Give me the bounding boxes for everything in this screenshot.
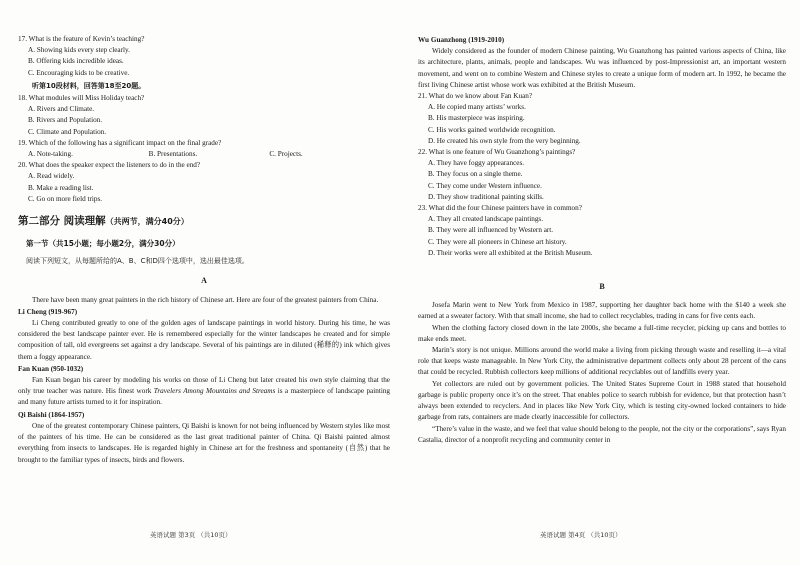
- painter-paragraph: Widely considered as the founder of modern Chinese painting, Wu Guanzhong has painted various aspects of China, like its architecture, plants, animals, people and landscapes. Wu was influenced by post-Impressionist art, an important western movement, and went on to combine Western and Chinese styles to create a unique form of modern art. In 1992, he became the first living Chinese artist whose work was exhibited at the British Museum.: [418, 47, 786, 89]
- question-17: 17. What is the feature of Kevin’s teaching?: [18, 35, 145, 43]
- options-row: [28, 149, 390, 160]
- option: A. They have foggy appearances.: [428, 159, 525, 168]
- passage-paragraph: “There’s value in the waste, and we feel that value should belong to the people, not the city or the corporations”, says Ryan Castalia, director of a nonprofit recycling and community center in: [418, 424, 786, 444]
- painter-heading: Li Cheng (919-967): [18, 307, 78, 316]
- passage-paragraph: When the clothing factory closed down in the late 2000s, she became a full-time recycler, picking up cans and bottles to make ends meet.: [418, 323, 786, 343]
- painter-paragraph: Li Cheng contributed greatly to one of the golden ages of landscape paintings in world history. During his time, he was considered the best landscape painter ever. He is remembered especially for the winter landscapes he created and for simple composition of tall, old evergreens set against a dry landscape. Several of his paintings are in diluted (稀释的) ink which gives them a foggy appearance.: [18, 319, 390, 361]
- option: B. Make a reading list.: [28, 183, 94, 192]
- part-subtitle: （共两节，满分40分）: [105, 217, 189, 227]
- left-page: [18, 34, 390, 466]
- page-footer-right: 英语试题 第4页 （共10页）: [540, 531, 622, 539]
- option: C. Encouraging kids to be creative.: [28, 68, 130, 77]
- section-one-heading: 第一节（共15小题；每小题2分，满分30分）: [26, 238, 180, 248]
- text: is a masterpiece of landscape painting and many future artists turned to it for inspiration.: [18, 387, 391, 407]
- work-title: Travelers Among Mountains and Streams: [153, 387, 276, 396]
- question-19: 19. Which of the following has a significant impact on the final grade?: [18, 138, 222, 147]
- listening-instruction: 听第10段材料，回答第18至20题。: [32, 81, 146, 90]
- right-page: [418, 34, 786, 446]
- question-18: 18. What modules will Miss Holiday teach?: [18, 94, 145, 103]
- option: A. Read widely.: [28, 172, 75, 181]
- option: C. They were all pioneers in Chinese art history.: [428, 237, 567, 246]
- spacer: [418, 259, 786, 273]
- option: C. They come under Western influence.: [428, 181, 542, 190]
- question-21: 21. What do we know about Fan Kuan?: [418, 92, 533, 101]
- question-23: 23. What did the four Chinese painters have in common?: [418, 204, 582, 213]
- passage-paragraph: Marin’s story is not unique. Millions around the world make a living from picking through waste and reselling it—a vital role that keeps waste manageable. In New York City, the administrative department collects only about 28 percent of the cans that could be recycled. Rubbish collectors keep millions of additional recyclables out of landfills every year.: [418, 346, 786, 377]
- option: A. They all created landscape paintings.: [428, 215, 544, 224]
- option: B. Offering kids incredible ideas.: [28, 57, 124, 66]
- painter-paragraph: One of the greatest contemporary Chinese painters, Qi Baishi is known for not being influenced by Western styles like most of the painters of his time. He can be considered as the last great traditional painter of China. Qi Baishi painted almost everything from insects to landscapes. He is regarded highly in Chinese art for the freshness and spontaneity (自然) that he brought to the familiar types of insects, birds and flowers.: [18, 421, 390, 464]
- part-title: 第二部分 阅读理解: [18, 215, 106, 228]
- question-22: 22. What is one feature of Wu Guanzhong’s paintings?: [418, 148, 576, 157]
- part-two-heading: [18, 213, 390, 230]
- text: Fan Kuan began his career by modeling his works on those of Li Cheng but later created his own style claiming that the only true teacher was nature. His finest work: [18, 376, 390, 396]
- passage-a-label: A: [201, 276, 207, 286]
- passage-paragraph: Yet collectors are ruled out by government policies. The United States Supreme Court in 1988 stated that household garbage is public property once it’s on the street. That enables police to search rubbish for evidence, but that protection hasn’t always been extended to recyclers. And in places like New York City, which is testing city-owned locked containers to hide garbage from rats, containers are made clearly inaccessible for collectors.: [418, 379, 786, 422]
- option: D. Their works were all exhibited at the British Museum.: [428, 248, 593, 257]
- section-instruction: 阅读下列短文，从每题所给的A、B、C和D四个选项中，选出最佳选项。: [26, 257, 249, 266]
- option: A. Showing kids every step clearly.: [28, 46, 130, 55]
- option: A. Rivers and Climate.: [28, 105, 95, 114]
- passage-b-label: B: [599, 282, 605, 292]
- option: C. Go on more field trips.: [28, 194, 103, 203]
- option: C. Projects.: [269, 150, 303, 159]
- option: B. They focus on a single theme.: [428, 170, 523, 179]
- passage-intro: There have been many great painters in the rich history of Chinese art. Here are four of the greatest painters from China.: [32, 295, 379, 304]
- option: A. Note-taking.: [28, 150, 73, 159]
- option: D. He created his own style from the very beginning.: [428, 136, 581, 145]
- option: B. Rivers and Population.: [28, 116, 103, 125]
- painter-heading: Qi Baishi (1864-1957): [18, 410, 85, 419]
- painter-heading: Fan Kuan (950-1032): [18, 364, 84, 373]
- option: B. His masterpiece was inspiring.: [428, 114, 525, 123]
- painter-paragraph: [18, 375, 390, 409]
- painter-heading: Wu Guanzhong (1919-2010): [418, 36, 505, 44]
- option: A. He copied many artists’ works.: [428, 103, 526, 112]
- option: B. They were all influenced by Western art.: [428, 226, 554, 235]
- passage-paragraph: Josefa Marin went to New York from Mexico in 1987, supporting her daughter back home with the $140 a week she earned at a sweater factory. With that small income, she had to collect recyclables, trading in cans for five cents each.: [418, 301, 786, 321]
- question-20: 20. What does the speaker expect the listeners to do in the end?: [18, 161, 201, 170]
- option: D. They show traditional painting skills.: [428, 192, 544, 201]
- option: C. His works gained worldwide recognition.: [428, 125, 556, 134]
- page-footer-left: 英语试题 第3页 （共10页）: [150, 531, 232, 539]
- option: B. Presentations.: [148, 150, 198, 159]
- option: C. Climate and Population.: [28, 127, 107, 136]
